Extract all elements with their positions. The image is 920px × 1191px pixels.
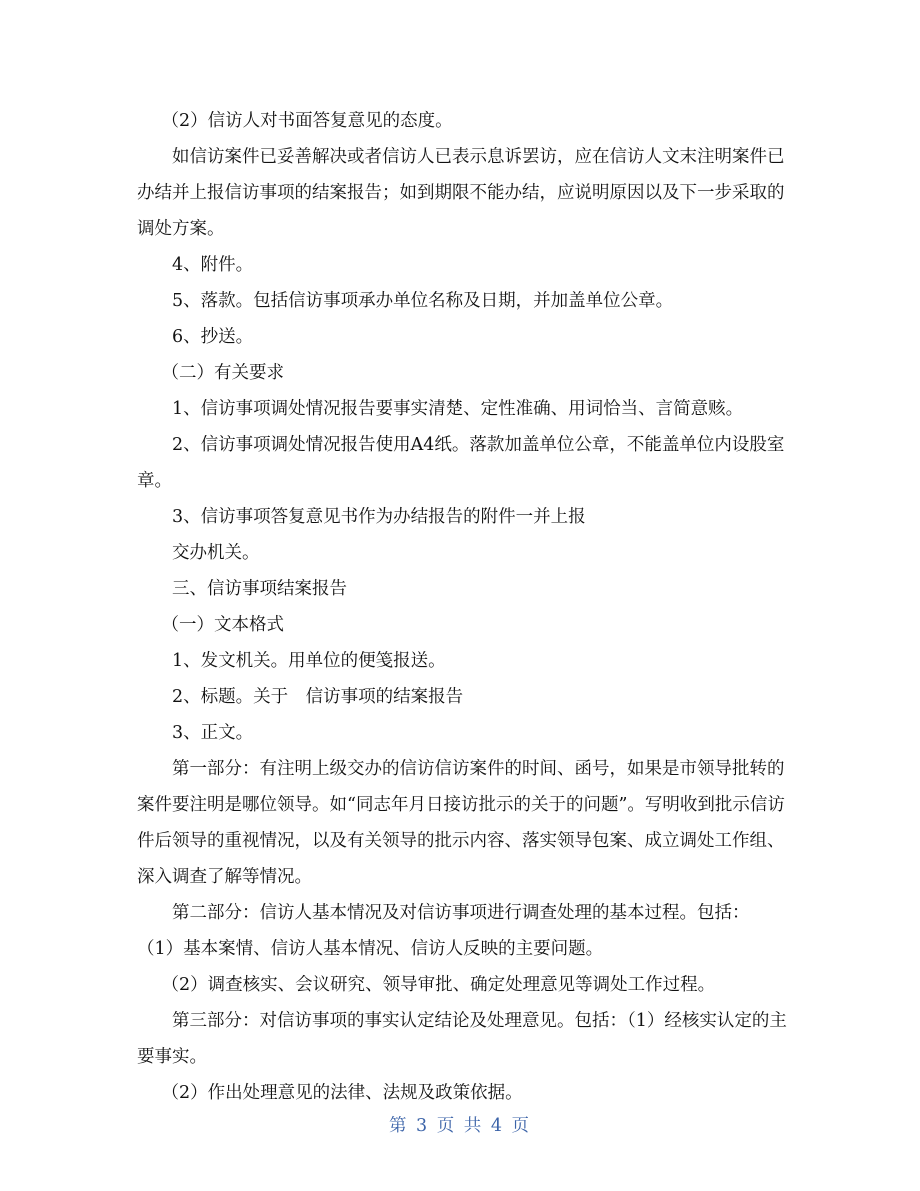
section-heading: （二）有关要求 <box>161 363 284 383</box>
paragraph: 4、附件。 <box>172 255 254 275</box>
paragraph: 第二部分：信访人基本情况及对信访事项进行调查处理的基本过程。包括： <box>172 903 750 923</box>
paragraph: 3、信访事项答复意见书作为办结报告的附件一并上报 <box>172 507 586 527</box>
paragraph: （2）调查核实、会议研究、领导审批、确定处理意见等调处工作过程。 <box>161 975 716 995</box>
section-heading: （一）文本格式 <box>161 615 284 635</box>
paragraph: 第三部分：对信访事项的事实认定结论及处理意见。包括：（1）经核实认定的主要事实。 <box>137 1011 787 1067</box>
paragraph: （2）信访人对书面答复意见的态度。 <box>161 111 453 131</box>
paragraph: 1、信访事项调处情况报告要事实清楚、定性准确、用词恰当、言简意赅。 <box>172 399 744 419</box>
paragraph: 1、发文机关。用单位的便笺报送。 <box>172 651 446 671</box>
paragraph: 5、落款。包括信访事项承办单位名称及日期，并加盖单位公章。 <box>172 291 674 311</box>
paragraph: （1）基本案情、信访人基本情况、信访人反映的主要问题。 <box>137 939 604 959</box>
section-heading: 三、信访事项结案报告 <box>172 579 347 599</box>
paragraph: （2）作出处理意见的法律、法规及政策依据。 <box>161 1083 523 1103</box>
paragraph: 如信访案件已妥善解决或者信访人已表示息诉罢访，应在信访人文末注明案件已办结并上报信访事项的结案报告；如到期限不能办结，应说明原因以及下一步采取的调处方案。 <box>137 147 785 239</box>
paragraph: 2、信访事项调处情况报告使用A4纸。落款加盖单位公章，不能盖单位内设股室章。 <box>137 435 785 491</box>
paragraph: 2、标题。关于 信访事项的结案报告 <box>172 687 464 707</box>
document-body <box>137 103 797 1111</box>
paragraph: 交办机关。 <box>172 543 260 563</box>
paragraph: 3、正文。 <box>172 723 254 743</box>
paragraph: 6、抄送。 <box>172 327 254 347</box>
page-number-footer: 第 3 页 共 4 页 <box>388 1116 532 1136</box>
paragraph: 第一部分：有注明上级交办的信访信访案件的时间、函号，如果是市领导批转的案件要注明是哪位领导。如“同志年月日接访批示的关于的问题”。写明收到批示信访件后领导的重视情况，以及有关领导的批示内容、落实领导包案、成立调处工作组、深入调查了解等情况。 <box>137 759 785 887</box>
